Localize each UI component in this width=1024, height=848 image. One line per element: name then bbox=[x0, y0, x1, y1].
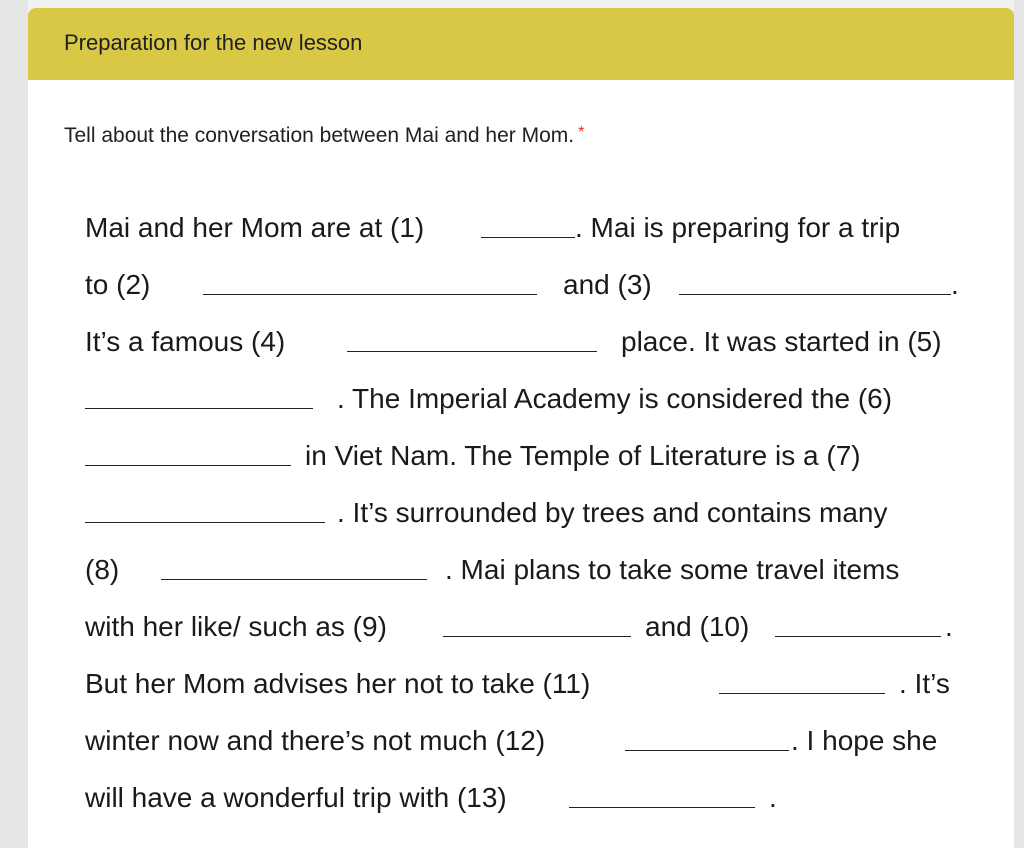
blank-13 bbox=[569, 807, 755, 808]
passage-text: . Mai plans to take some travel items bbox=[445, 554, 900, 585]
passage-text: . Mai is preparing for a trip bbox=[575, 212, 901, 243]
blank-8 bbox=[161, 579, 427, 580]
passage-text: . It’s bbox=[899, 668, 950, 699]
blank-9 bbox=[443, 636, 631, 637]
blank-12 bbox=[625, 750, 789, 751]
blank-1 bbox=[481, 237, 575, 238]
passage-text: in Viet Nam. The Temple of Literature is a (7) bbox=[305, 440, 861, 471]
passage-line-11 bbox=[85, 782, 965, 839]
page-left-margin bbox=[0, 0, 28, 848]
blank-2 bbox=[203, 294, 537, 295]
blank-6 bbox=[85, 465, 291, 466]
passage-text: . I hope she bbox=[791, 725, 938, 756]
passage-text: It’s a famous (4) bbox=[85, 326, 286, 357]
question-text: Tell about the conversation between Mai and her Mom. bbox=[64, 124, 575, 147]
passage-line-10 bbox=[85, 725, 965, 782]
passage-text: . bbox=[951, 269, 959, 300]
passage-text: (8) bbox=[85, 554, 120, 585]
passage-line-3 bbox=[85, 326, 965, 383]
blank-4 bbox=[347, 351, 597, 352]
passage-line-8 bbox=[85, 611, 965, 668]
passage-line-4 bbox=[85, 383, 965, 440]
passage-text: But her Mom advises her not to take (11) bbox=[85, 668, 591, 699]
section-header bbox=[28, 8, 1014, 80]
passage-text: place. It was started in (5) bbox=[621, 326, 942, 357]
passage-text: to (2) bbox=[85, 269, 151, 300]
passage-text: . bbox=[769, 782, 777, 813]
passage-line-6 bbox=[85, 497, 965, 554]
passage-text: . The Imperial Academy is considered the (6) bbox=[337, 383, 893, 414]
passage-text: with her like/ such as (9) bbox=[85, 611, 387, 642]
question-card bbox=[28, 80, 1014, 848]
blank-7 bbox=[85, 522, 325, 523]
question-title bbox=[64, 124, 584, 148]
passage-text: Mai and her Mom are at (1) bbox=[85, 212, 425, 243]
blank-3 bbox=[679, 294, 951, 295]
passage-text: will have a wonderful trip with (13) bbox=[85, 782, 507, 813]
passage-text: . It’s surrounded by trees and contains many bbox=[337, 497, 888, 528]
blank-10 bbox=[775, 636, 941, 637]
blank-11 bbox=[719, 693, 885, 694]
passage-line-1 bbox=[85, 212, 965, 269]
passage-line-2 bbox=[85, 269, 965, 326]
passage-text: . bbox=[945, 611, 953, 642]
page-right-margin bbox=[1014, 0, 1024, 848]
required-asterisk: * bbox=[578, 124, 585, 141]
passage-text: and (3) bbox=[563, 269, 652, 300]
passage-line-5 bbox=[85, 440, 965, 497]
section-title: Preparation for the new lesson bbox=[64, 30, 363, 55]
passage-line-9 bbox=[85, 668, 965, 725]
passage-image-text bbox=[85, 212, 965, 839]
passage-text: winter now and there’s not much (12) bbox=[85, 725, 546, 756]
passage-line-7 bbox=[85, 554, 965, 611]
passage-text: and (10) bbox=[645, 611, 750, 642]
blank-5 bbox=[85, 408, 313, 409]
